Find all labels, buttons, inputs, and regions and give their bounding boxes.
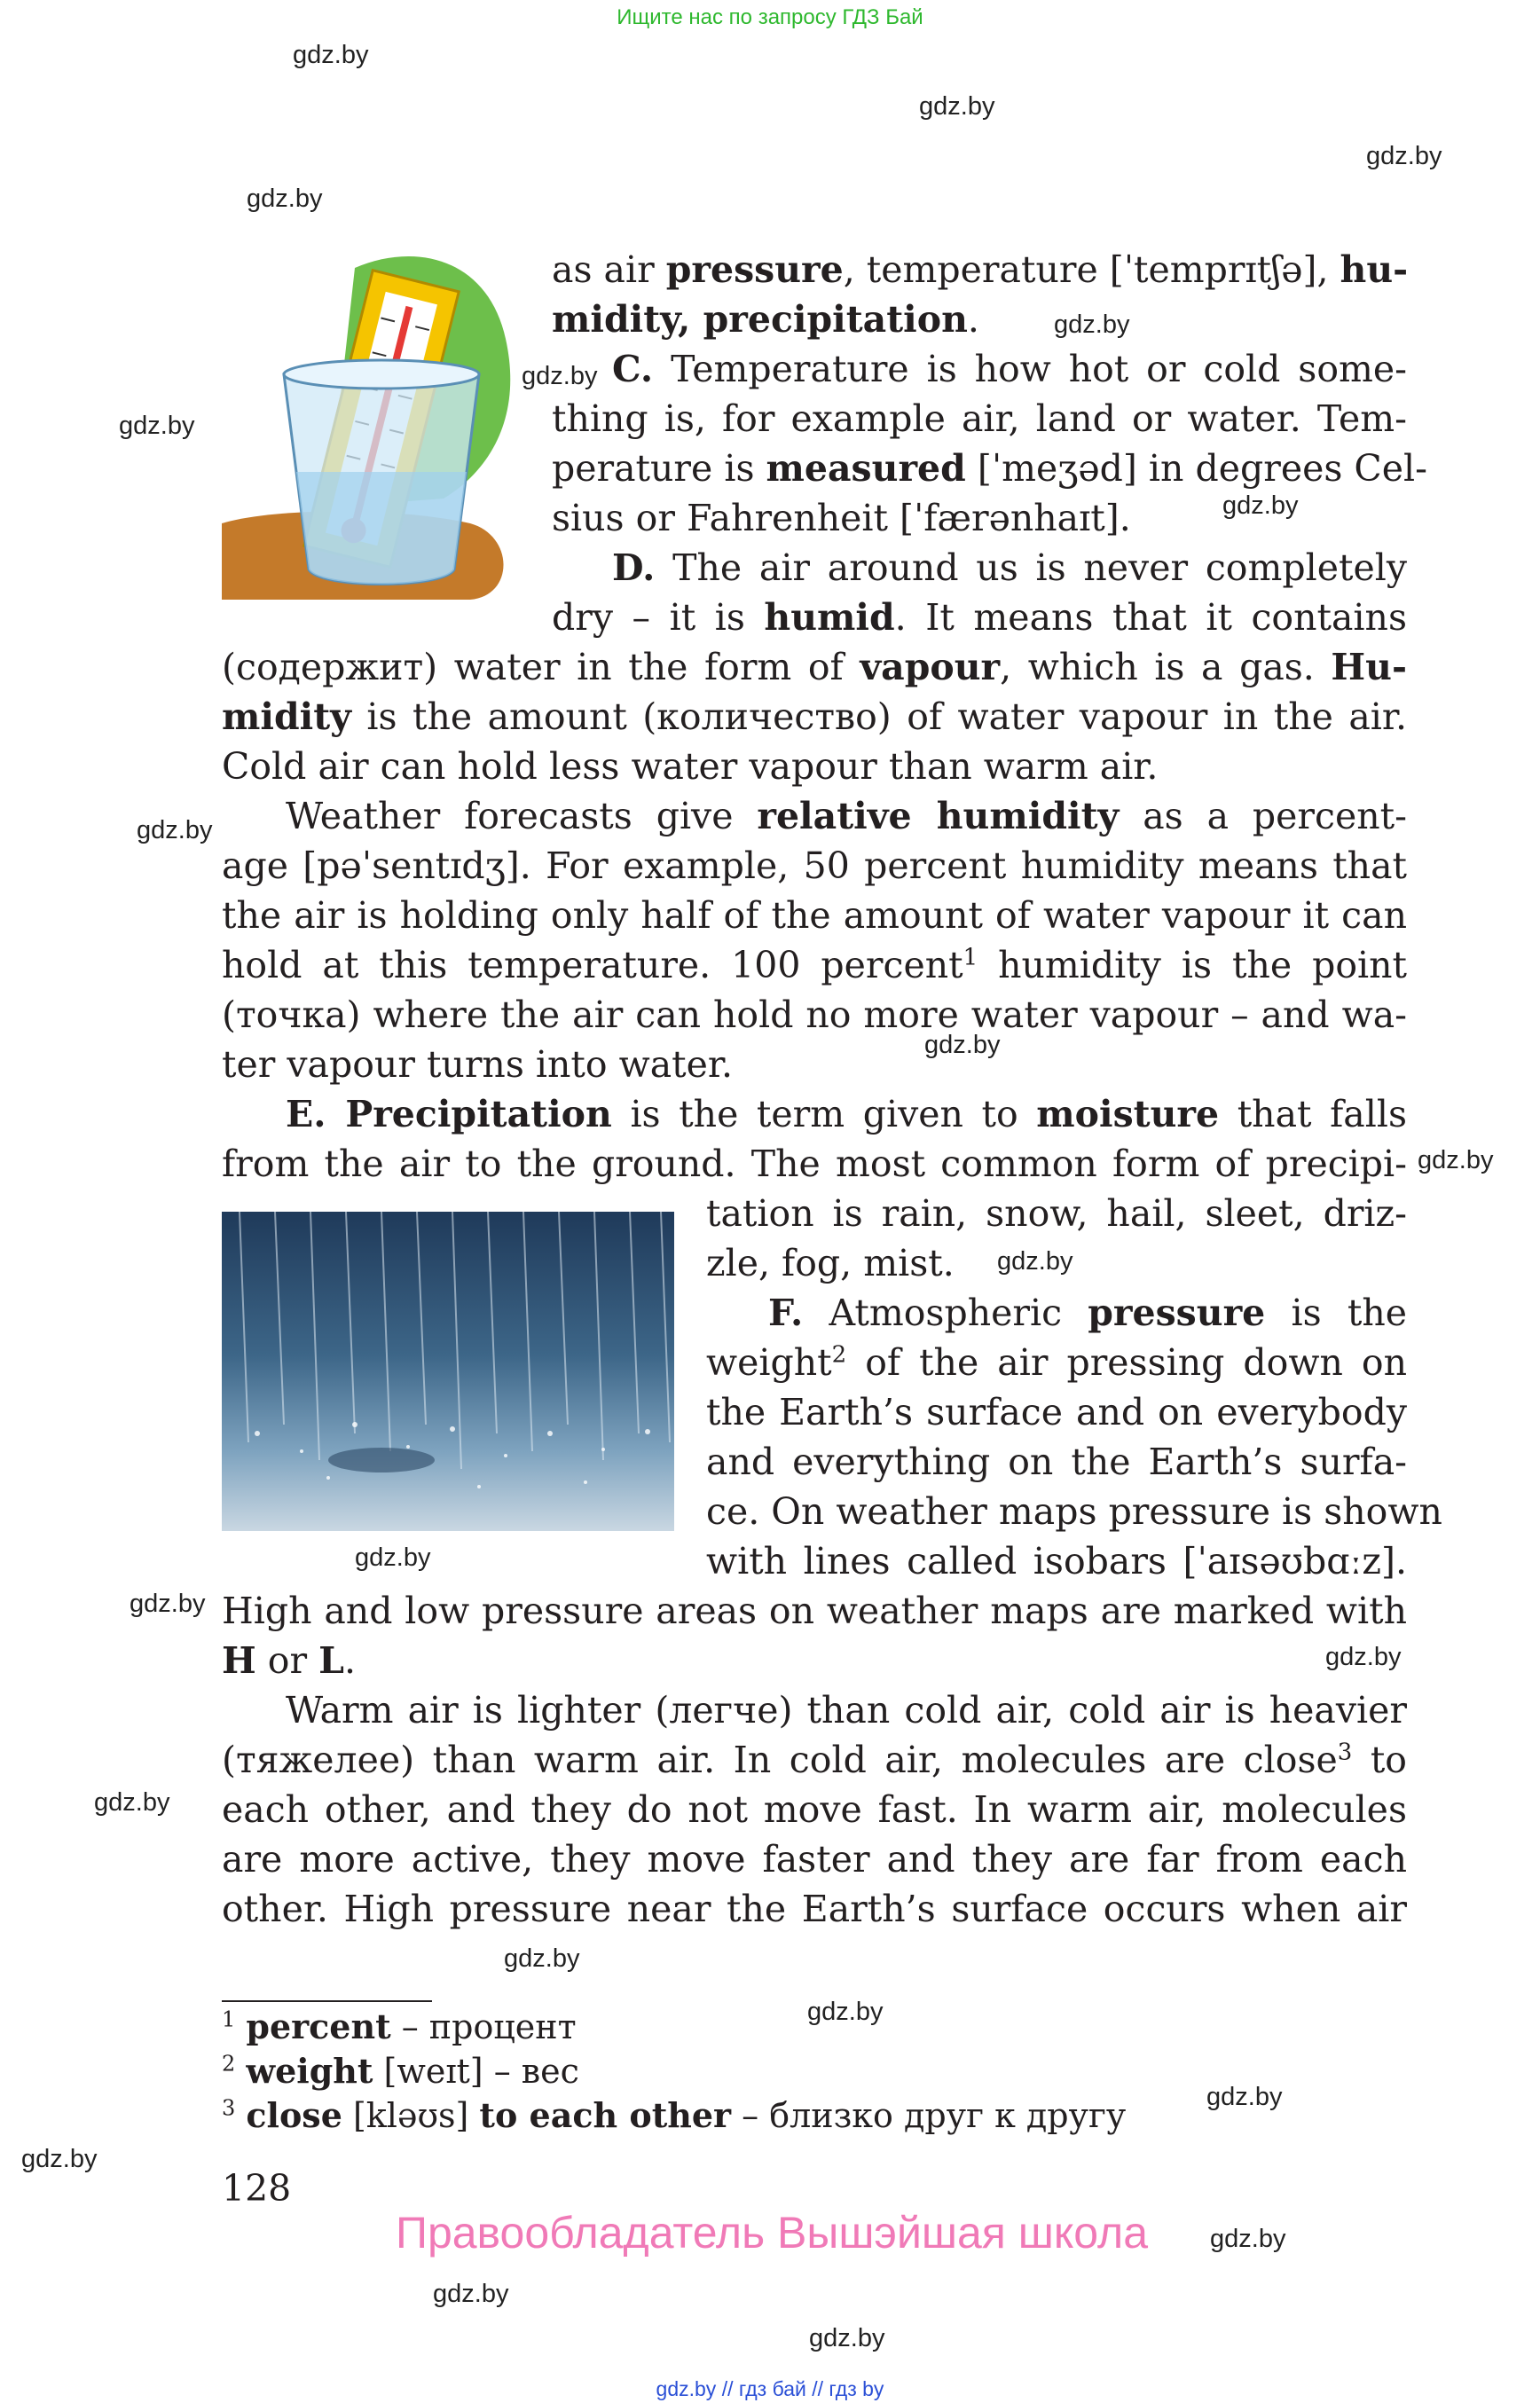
body-line: C. Temperature is how hot or cold some- — [612, 348, 1407, 390]
body-line: Warm air is lighter (легче) than cold air, cold air is heavier — [286, 1689, 1407, 1732]
body-line: F. Atmospheric pressure is the — [768, 1292, 1407, 1334]
body-line: Cold air can hold less water vapour than warm air. — [222, 745, 1159, 788]
watermark: gdz.by — [1418, 1146, 1494, 1174]
footnote-text: percent – процент — [246, 2006, 577, 2046]
thermometer-icon — [222, 241, 515, 609]
body-line: (тяжелее) than warm air. In cold air, molecules are close$^3$ to — [222, 1739, 1407, 1781]
footnote — [222, 2095, 1126, 2135]
body-line: Weather forecasts give relative humidity as a percent- — [286, 795, 1407, 837]
body-line: each other, and they do not move fast. In warm air, molecules — [222, 1788, 1407, 1831]
body-line: from the air to the ground. The most common form of precipi- — [222, 1143, 1407, 1185]
footnote-number: 3 — [222, 2095, 236, 2121]
body-line: ce. On weather maps pressure is shown — [706, 1490, 1442, 1533]
watermark: gdz.by — [94, 1788, 170, 1817]
body-line: zle, fog, mist. — [706, 1242, 955, 1284]
body-line: as air pressure, temperature [ˈtemprɪtʃə], hu- — [552, 248, 1409, 291]
body-line: H or L. — [222, 1639, 356, 1682]
body-line: and everything on the Earth’s surfa- — [706, 1441, 1407, 1483]
footnote — [222, 2051, 579, 2091]
page-number: 128 — [222, 2167, 292, 2210]
rain-photo — [222, 1212, 674, 1531]
watermark: gdz.by — [247, 185, 323, 213]
footnote-number: 2 — [222, 2051, 236, 2077]
body-line: midity is the amount (количество) of water vapour in the air. — [222, 695, 1407, 738]
body-line: perature is measured [ˈmeʒəd] in degrees Cel- — [552, 447, 1428, 490]
body-line: thing is, for example air, land or water. Tem- — [552, 397, 1407, 440]
watermark: gdz.by — [1222, 491, 1299, 520]
watermark: gdz.by — [1210, 2225, 1286, 2253]
watermark: gdz.by — [293, 41, 369, 69]
watermark: gdz.by — [924, 1031, 1001, 1059]
body-line: High and low pressure areas on weather maps are marked with — [222, 1590, 1407, 1632]
watermark: gdz.by — [355, 1543, 431, 1572]
footnote-number: 1 — [222, 2006, 236, 2032]
body-line: D. The air around us is never completely — [612, 546, 1407, 589]
top-banner: Ищите нас по запросу ГДЗ Бай — [617, 5, 923, 29]
watermark: gdz.by — [137, 816, 213, 844]
body-line: other. High pressure near the Earth’s surface occurs when air — [222, 1888, 1407, 1930]
watermark: gdz.by — [522, 362, 598, 390]
watermark: gdz.by — [997, 1247, 1073, 1276]
copyright-notice: Правообладатель Вышэйшая школа — [396, 2208, 1148, 2258]
body-line: E. Precipitation is the term given to moisture that falls — [286, 1093, 1407, 1135]
watermark: gdz.by — [809, 2324, 885, 2352]
watermark: gdz.by — [919, 92, 995, 121]
body-line: tation is rain, snow, hail, sleet, driz- — [706, 1192, 1407, 1235]
body-line: the air is holding only half of the amount of water vapour it can — [222, 894, 1407, 937]
body-line: the Earth’s surface and on everybody — [706, 1391, 1407, 1433]
bottom-banner: gdz.by // гдз бай // гдз by — [656, 2377, 884, 2400]
watermark: gdz.by — [807, 1998, 884, 2026]
watermark: gdz.by — [21, 2145, 98, 2173]
body-line: dry – it is humid. It means that it contains — [552, 596, 1407, 639]
body-line: ter vapour turns into water. — [222, 1043, 734, 1086]
watermark: gdz.by — [1206, 2083, 1283, 2111]
footnote-divider — [222, 2000, 432, 2002]
body-line: (точка) where the air can hold no more water vapour – and wa- — [222, 993, 1407, 1036]
watermark: gdz.by — [1054, 310, 1130, 339]
watermark: gdz.by — [1325, 1643, 1402, 1671]
body-line: (содержит) water in the form of vapour, which is a gas. Hu- — [222, 646, 1407, 688]
body-line: sius or Fahrenheit [ˈfærənhaɪt]. — [552, 497, 1131, 539]
watermark: gdz.by — [433, 2280, 509, 2308]
footnote-text: weight [weɪt] – вес — [246, 2051, 579, 2091]
body-line: are more active, they move faster and they are far from each — [222, 1838, 1407, 1881]
body-line: hold at this temperature. 100 percent$^1$ humidity is the point — [222, 944, 1407, 986]
body-line: with lines called isobars [ˈaɪsəʊbɑːz]. — [706, 1540, 1407, 1582]
footnote-text: close [kləʊs] to each other – близко друг к другу — [246, 2095, 1127, 2135]
footnote — [222, 2006, 577, 2046]
body-line: age [pəˈsentɪdʒ]. For example, 50 percent humidity means that — [222, 844, 1407, 887]
thermometer-illustration — [222, 241, 515, 609]
watermark: gdz.by — [130, 1590, 206, 1618]
watermark: gdz.by — [1366, 142, 1442, 170]
body-line: weight$^2$ of the air pressing down on — [706, 1341, 1407, 1384]
rain-icon — [222, 1212, 674, 1531]
watermark: gdz.by — [504, 1944, 580, 1973]
body-line: midity, precipitation. — [552, 298, 979, 341]
watermark: gdz.by — [119, 412, 195, 440]
